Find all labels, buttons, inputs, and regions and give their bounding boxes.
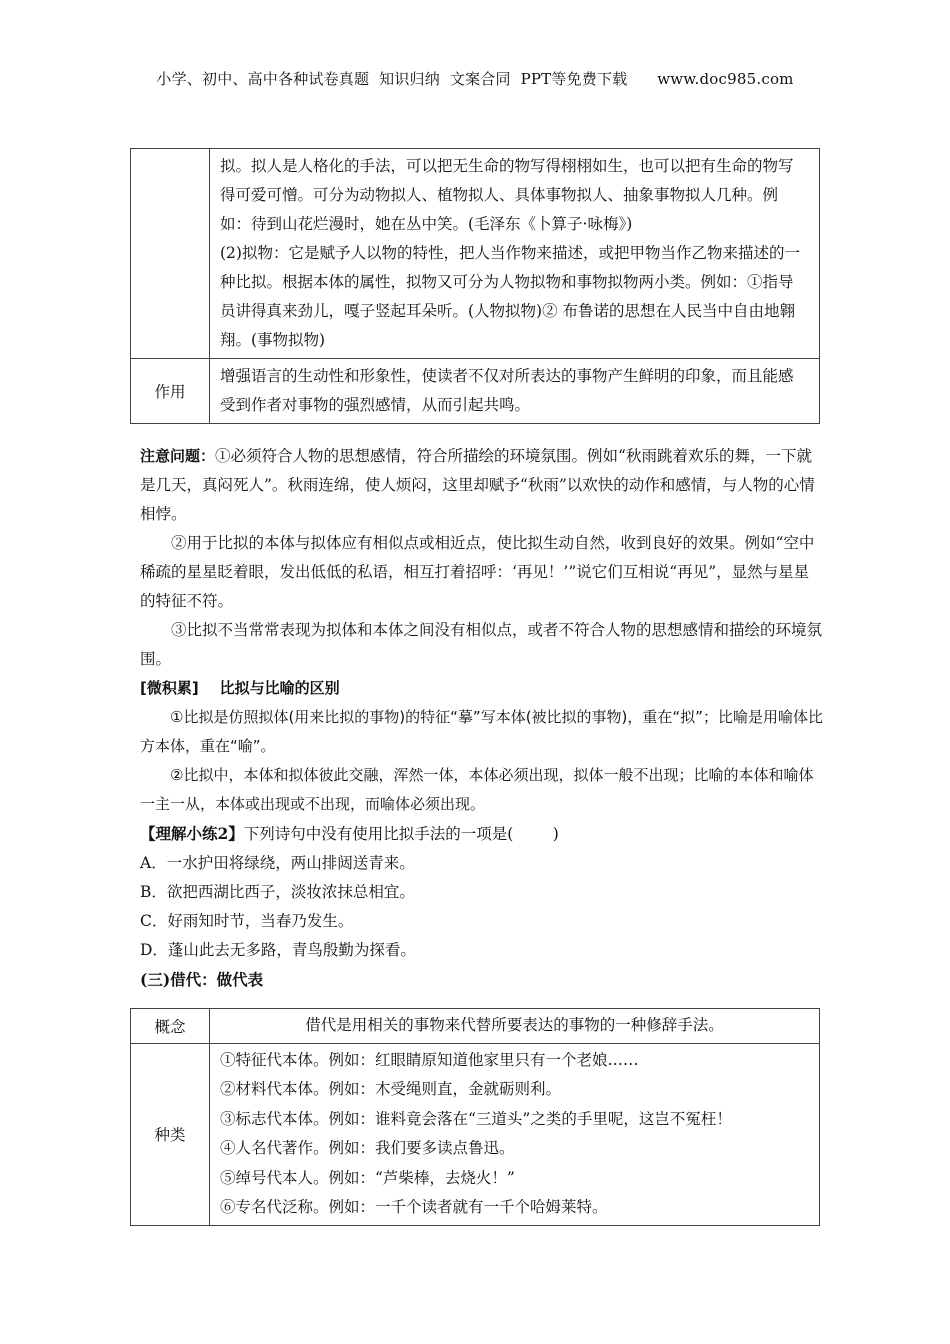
micro-paragraph-2: ②比拟中，本体和拟体彼此交融，浑然一体，本体必须出现，拟体一般不出现；比喻的本体和喻体一主一从，本体或出现或不出现，而喻体必须出现。	[140, 766, 814, 813]
table-row	[131, 1009, 820, 1044]
types-list	[210, 1043, 820, 1225]
metonymy-table	[130, 1008, 820, 1226]
option-c: C．好雨知时节，当春乃发生。	[140, 912, 354, 930]
types-label: 种类	[131, 1043, 210, 1225]
function-label: 作用	[131, 359, 210, 424]
option-b: B．欲把西湖比西子，淡妆浓抹总相宜。	[140, 883, 415, 901]
table-row	[131, 359, 820, 424]
note-paragraph-2: ②用于比拟的本体与拟体应有相似点或相近点，使比拟生动自然，收到良好的效果。例如“空中稀疏的星星眨着眼，发出低低的私语，相互打着招呼：‘再见！’”说它们互相说“再见”，显然与星星的特征不符。	[140, 534, 815, 610]
objectification-paragraph: (2)拟物：它是赋予人以物的特性，把人当作物来描述，或把甲物当作乙物来描述的一种比拟。根据本体的属性，拟物又可分为人物拟物和事物拟物两小类。例如：①指导员讲得真来劲儿，嘎子竖起耳朵听。(人物拟物)② 布鲁诺的思想在人民当中自由地翱翔。(事物拟物)	[220, 244, 800, 349]
micro-paragraph-1: ①比拟是仿照拟体(用来比拟的事物)的特征“摹”写本体(被比拟的事物)，重在“拟”；比喻是用喻体比方本体，重在“喻”。	[140, 708, 823, 755]
function-text: 增强语言的生动性和形象性，使读者不仅对所表达的事物产生鲜明的印象，而且能感受到作者对事物的强烈感情，从而引起共鸣。	[210, 359, 820, 424]
section-heading: (三)借代：做代表	[140, 970, 264, 989]
content-cell	[210, 149, 820, 359]
type-item: ①特征代本体。例如：红眼睛原知道他家里只有一个老娘……	[220, 1050, 639, 1069]
concept-text: 借代是用相关的事物来代替所要表达的事物的一种修辞手法。	[210, 1009, 820, 1044]
type-item: ④人名代著作。例如：我们要多读点鲁迅。	[220, 1139, 515, 1157]
type-item: ⑥专名代泛称。例如：一千个读者就有一千个哈姆莱特。	[220, 1198, 608, 1216]
exercise-question	[140, 819, 824, 849]
personification-table	[130, 148, 820, 424]
empty-label-cell	[131, 149, 210, 359]
note-paragraph-3: ③比拟不当常常表现为拟体和本体之间没有相似点，或者不符合人物的思想感情和描绘的环境氛围。	[140, 621, 823, 668]
exercise-question-text: 下列诗句中没有使用比拟手法的一项是( )	[243, 825, 559, 843]
page-header: 小学、初中、高中各种试卷真题 知识归纳 文案合同 PPT等免费下载 www.doc985.com	[156, 70, 794, 88]
concept-label: 概念	[131, 1009, 210, 1044]
option-a: A．一水护田将绿绕，两山排闼送青来。	[140, 854, 415, 872]
exercise-label: 【理解小练2】	[140, 824, 244, 843]
notes-section	[140, 442, 824, 994]
note-text-1: ①必须符合人物的思想感情，符合所描绘的环境氛围。例如“秋雨跳着欢乐的舞，一下就是几天，真闷死人”。秋雨连绵，使人烦闷，这里却赋予“秋雨”以欢快的动作和感情，与人物的心情相悖。	[140, 447, 815, 523]
note-paragraph-1	[140, 442, 824, 529]
type-item: ⑤绰号代本人。例如：“芦柴棒，去烧火！”	[220, 1168, 515, 1187]
micro-heading: [微积累] 比拟与比喻的区别	[140, 679, 340, 697]
table-row	[131, 149, 820, 359]
type-item: ②材料代本体。例如：木受绳则直，金就砺则利。	[220, 1080, 562, 1098]
table-row	[131, 1043, 820, 1225]
notes-label: 注意问题：	[140, 447, 216, 465]
option-d: D．蓬山此去无多路，青鸟殷勤为探看。	[140, 941, 416, 959]
personification-paragraph: 拟。拟人是人格化的手法，可以把无生命的物写得栩栩如生，也可以把有生命的物写得可爱可憎。可分为动物拟人、植物拟人、具体事物拟人、抽象事物拟人几种。例如：待到山花烂漫时，她在丛中笑。(毛泽东《卜算子·咏梅》)	[220, 157, 794, 233]
type-item: ③标志代本体。例如：谁料竟会落在“三道头”之类的手里呢，这岂不冤枉！	[220, 1109, 732, 1128]
